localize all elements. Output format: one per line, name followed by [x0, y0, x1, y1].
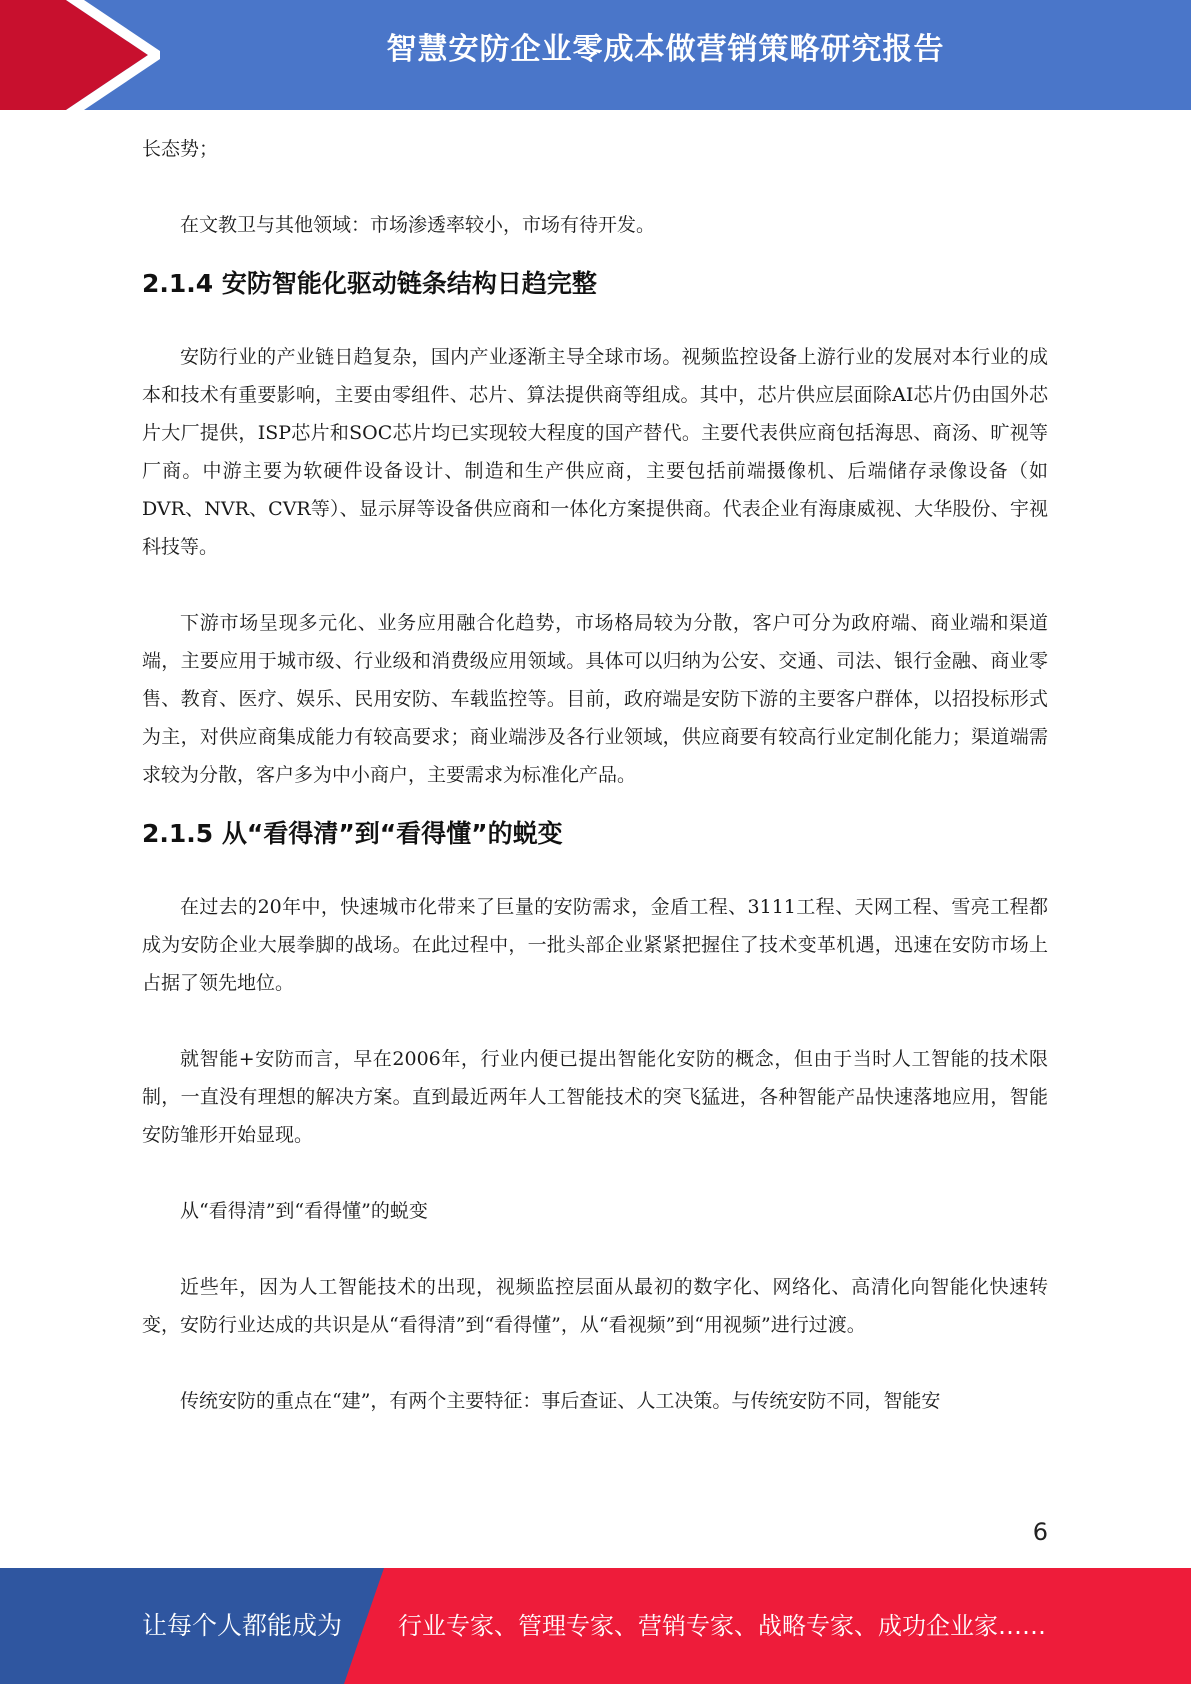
- page-footer: [0, 1568, 1191, 1684]
- section-heading-2-1-5: 2.1.5 从“看得清”到“看得懂”的蜕变: [142, 819, 563, 848]
- page-header: [0, 0, 1191, 110]
- paragraph: 下游市场呈现多元化、业务应用融合化趋势，市场格局较为分散，客户可分为政府端、商业端和渠道端，主要应用于城市级、行业级和消费级应用领域。具体可以归纳为公安、交通、司法、银行金融、商业零售、教育、医疗、娱乐、民用安防、车载监控等。目前，政府端是安防下游的主要客户群体，以招投标形式为主，对供应商集成能力有较高要求；商业端涉及各行业领域，供应商要有较高行业定制化能力；渠道端需求较为分散，客户多为中小商户，主要需求为标准化产品。: [142, 612, 1048, 786]
- paragraph: 从“看得清”到“看得懂”的蜕变: [180, 1200, 428, 1222]
- header-chevron-ribbon: [0, 0, 160, 110]
- paragraph: 近些年，因为人工智能技术的出现，视频监控层面从最初的数字化、网络化、高清化向智能化快速转变，安防行业达成的共识是从“看得清”到“看得懂”，从“看视频”到“用视频”进行过渡。: [142, 1276, 1048, 1336]
- report-title: 智慧安防企业零成本做营销策略研究报告: [386, 32, 945, 67]
- paragraph: 安防行业的产业链日趋复杂，国内产业逐渐主导全球市场。视频监控设备上游行业的发展对本行业的成本和技术有重要影响，主要由零组件、芯片、算法提供商等组成。其中，芯片供应层面除AI芯片仍由国外芯片大厂提供，ISP芯片和SOC芯片均已实现较大程度的国产替代。主要代表供应商包括海思、商汤、旷视等厂商。中游主要为软硬件设备设计、制造和生产供应商，主要包括前端摄像机、后端储存录像设备（如DVR、NVR、CVR等）、显示屏等设备供应商和一体化方案提供商。代表企业有海康威视、大华股份、宇视科技等。: [142, 346, 1048, 558]
- footer-slogan-right: 行业专家、管理专家、营销专家、战略专家、成功企业家……: [398, 1612, 1046, 1640]
- document-body: [142, 130, 1048, 1420]
- paragraph: 就智能+安防而言，早在2006年，行业内便已提出智能化安防的概念，但由于当时人工智能的技术限制，一直没有理想的解决方案。直到最近两年人工智能技术的突飞猛进，各种智能产品快速落地应用，智能安防雏形开始显现。: [142, 1048, 1048, 1146]
- section-heading-2-1-4: 2.1.4 安防智能化驱动链条结构日趋完整: [142, 269, 597, 298]
- paragraph: 在文教卫与其他领域：市场渗透率较小，市场有待开发。: [180, 214, 656, 236]
- paragraph: 传统安防的重点在“建”，有两个主要特征：事后查证、人工决策。与传统安防不同，智能安: [180, 1390, 941, 1412]
- page-number: 6: [1032, 1518, 1048, 1546]
- paragraph-continuation: 长态势；: [142, 138, 219, 160]
- paragraph: 在过去的20年中，快速城市化带来了巨量的安防需求，金盾工程、3111工程、天网工程、雪亮工程都成为安防企业大展拳脚的战场。在此过程中，一批头部企业紧紧把握住了技术变革机遇，迅速在安防市场上占据了领先地位。: [142, 896, 1048, 994]
- footer-slogan-left: 让每个人都能成为: [142, 1611, 343, 1640]
